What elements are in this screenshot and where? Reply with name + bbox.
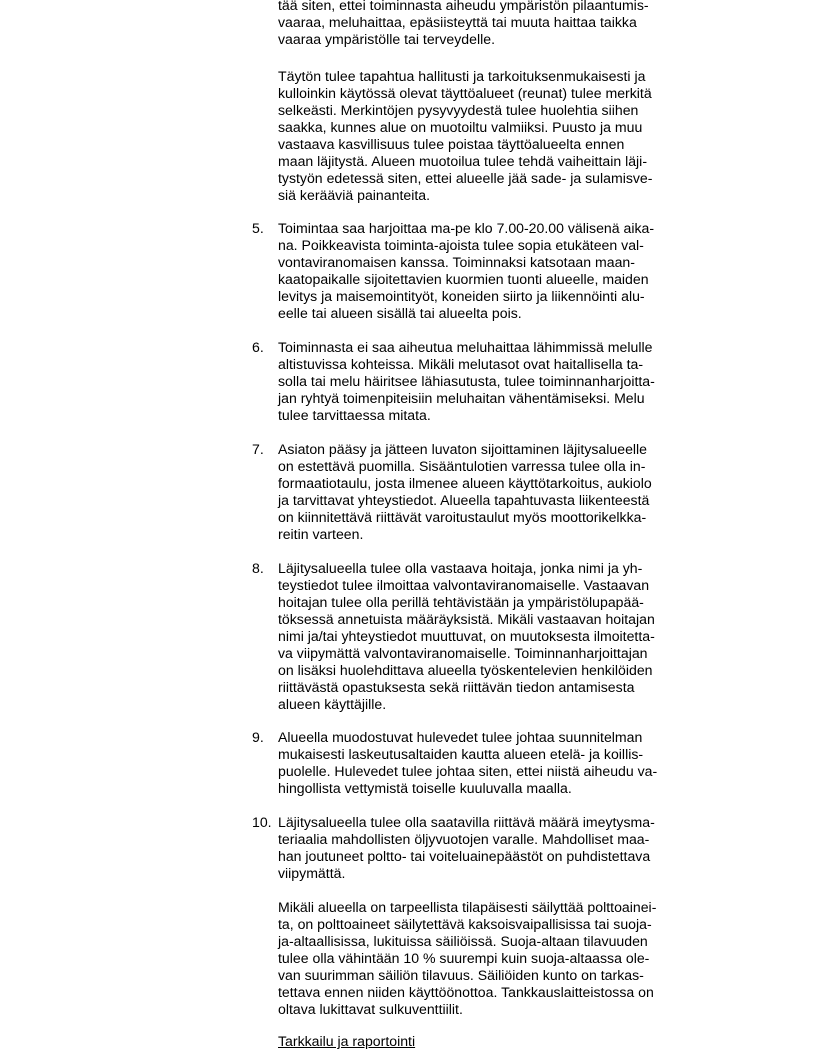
list-item-5 [278, 220, 678, 322]
text-line: on kiinnitettävä riittävät varoitustaulut myös moottorikelkka- [278, 509, 647, 525]
text-line: ja tarvittavat yhteystiedot. Alueella tapahtuvasta liikenteestä [278, 492, 650, 508]
text-line: ja-altaallisissa, lukituissa säiliöissä. Suoja-altaan tilavuuden [278, 933, 648, 949]
text-line: tettava ennen niiden käyttöönottoa. Tankkauslaitteistossa on [278, 984, 654, 1000]
text-line: Toimintaa saa harjoittaa ma-pe klo 7.00-20.00 välisenä aika- [278, 220, 655, 236]
text-line: jan ryhtyä toimenpiteisiin meluhaitan vähentämiseksi. Melu [278, 390, 645, 406]
text-line: Täytön tulee tapahtua hallitusti ja tarkoituksenmukaisesti ja [278, 68, 646, 84]
text-line: puolelle. Hulevedet tulee johtaa siten, ettei niistä aiheudu va- [278, 763, 658, 779]
text-line: siä kerääviä painanteita. [278, 187, 430, 203]
intro-paragraph-2 [278, 68, 678, 204]
list-item-7 [278, 441, 678, 543]
list-item-10-continuation [278, 899, 678, 1018]
text-line: töksessä annetuista määräyksistä. Mikäli vastaavan hoitajan [278, 611, 655, 627]
text-line: vaaraa, meluhaittaa, epäsiisteyttä tai muuta haittaa taikka [278, 14, 637, 30]
text-line: teystiedot tulee ilmoittaa valvontaviranomaiselle. Vastaavan [278, 577, 650, 593]
text-line: reitin varteen. [278, 526, 364, 542]
text-line: Läjitysalueella tulee olla vastaava hoitaja, jonka nimi ja yh- [278, 560, 643, 576]
section-heading: Tarkkailu ja raportointi [278, 1033, 416, 1049]
text-line: riittävästä opastuksesta sekä riittävän tiedon antamisesta [278, 679, 635, 695]
text-line: Läjitysalueella tulee olla saatavilla riittävä määrä imeytysma- [278, 814, 655, 830]
text-line: vaaraa ympäristölle tai terveydelle. [278, 31, 495, 47]
text-line: oltava lukittavat sulkuventtiilit. [278, 1001, 463, 1017]
text-line: va viipymättä valvontaviranomaiselle. Toiminnanharjoittajan [278, 645, 648, 661]
text-line: tää siten, ettei toiminnasta aiheudu ympäristön pilaantumis- [278, 0, 649, 13]
text-line: alueen käyttäjille. [278, 696, 387, 712]
text-line: Toiminnasta ei saa aiheutua meluhaittaa lähimmissä melulle [278, 339, 653, 355]
text-line: nimi ja/tai yhteystiedot muuttuvat, on muutoksesta ilmoitetta- [278, 628, 655, 644]
text-line: viipymättä. [278, 865, 346, 881]
list-item-10 [278, 814, 678, 882]
text-line: maan läjitystä. Alueen muotoilua tulee tehdä vaiheittain läji- [278, 153, 648, 169]
text-line: hoitajan tulee olla perillä tehtävistään ja ympäristölupapää- [278, 594, 644, 610]
text-line: Asiaton pääsy ja jätteen luvaton sijoittaminen läjitysalueelle [278, 441, 648, 457]
text-line: altistuvissa kohteissa. Mikäli melutasot ovat haitallisella ta- [278, 356, 644, 372]
text-line: saakka, kunnes alue on muotoiltu valmiiksi. Puusto ja muu [278, 119, 643, 135]
text-line: tulee tarvittaessa mitata. [278, 407, 431, 423]
text-line: formaatiotaulu, josta ilmenee alueen käyttötarkoitus, aukiolo [278, 475, 652, 491]
text-line: kaatopaikalle sijoitettavien kuormien tuonti alueelle, maiden [278, 271, 649, 287]
intro-paragraph-1 [278, 0, 678, 48]
text-line: vontaviranomaisen kanssa. Toiminnaksi katsotaan maan- [278, 254, 635, 270]
list-item-number: 8. [252, 560, 264, 576]
text-line: na. Poikkeavista toiminta-ajoista tulee sopia etukäteen val- [278, 237, 644, 253]
text-line: tystyön edetessä siten, ettei alueelle jää sade- ja sulamisve- [278, 170, 653, 186]
list-item-number: 5. [252, 220, 264, 236]
text-line: ta, on polttoaineet säilytettävä kaksoisvaipallisissa tai suoja- [278, 916, 652, 932]
text-line: selkeästi. Merkintöjen pysyvyydestä tulee huolehtia siihen [278, 102, 639, 118]
text-line: Mikäli alueella on tarpeellista tilapäisesti säilyttää polttoainei- [278, 899, 657, 915]
text-line: eelle tai alueen sisällä tai alueelta pois. [278, 305, 522, 321]
text-line: teriaalia mahdollisten öljyvuotojen varalle. Mahdolliset maa- [278, 831, 650, 847]
text-line: levitys ja maisemointityöt, koneiden siirto ja liikennöinti alu- [278, 288, 645, 304]
text-line: vastaava kasvillisuus tulee poistaa täyttöalueelta ennen [278, 136, 625, 152]
text-line: on estettävä puomilla. Sisääntulotien varressa tulee olla in- [278, 458, 646, 474]
list-item-number: 9. [252, 729, 264, 745]
list-item-number: 10. [252, 814, 272, 830]
text-line: kulloinkin käytössä olevat täyttöalueet (reunat) tulee merkitä [278, 85, 652, 101]
text-line: han joutuneet poltto- tai voiteluainepäästöt on puhdistettava [278, 848, 651, 864]
text-line: Alueella muodostuvat hulevedet tulee johtaa suunnitelman [278, 729, 643, 745]
text-line: van suurimman säiliön tilavuus. Säiliöiden kunto on tarkas- [278, 967, 644, 983]
list-item-9 [278, 729, 678, 797]
text-line: solla tai melu häiritsee lähiasutusta, tulee toiminnanharjoitta- [278, 373, 655, 389]
list-item-number: 7. [252, 441, 264, 457]
text-line: hingollista vettymistä toiselle kuuluvalla maalla. [278, 780, 572, 796]
text-line: mukaisesti laskeutusaltaiden kautta alueen etelä- ja koillis- [278, 746, 644, 762]
list-item-8 [278, 560, 678, 713]
list-item-number: 6. [252, 339, 264, 355]
list-item-6 [278, 339, 678, 424]
text-line: on lisäksi huolehdittava alueella työskentelevien henkilöiden [278, 662, 653, 678]
text-line: tulee olla vähintään 10 % suurempi kuin suoja-altaassa ole- [278, 950, 650, 966]
